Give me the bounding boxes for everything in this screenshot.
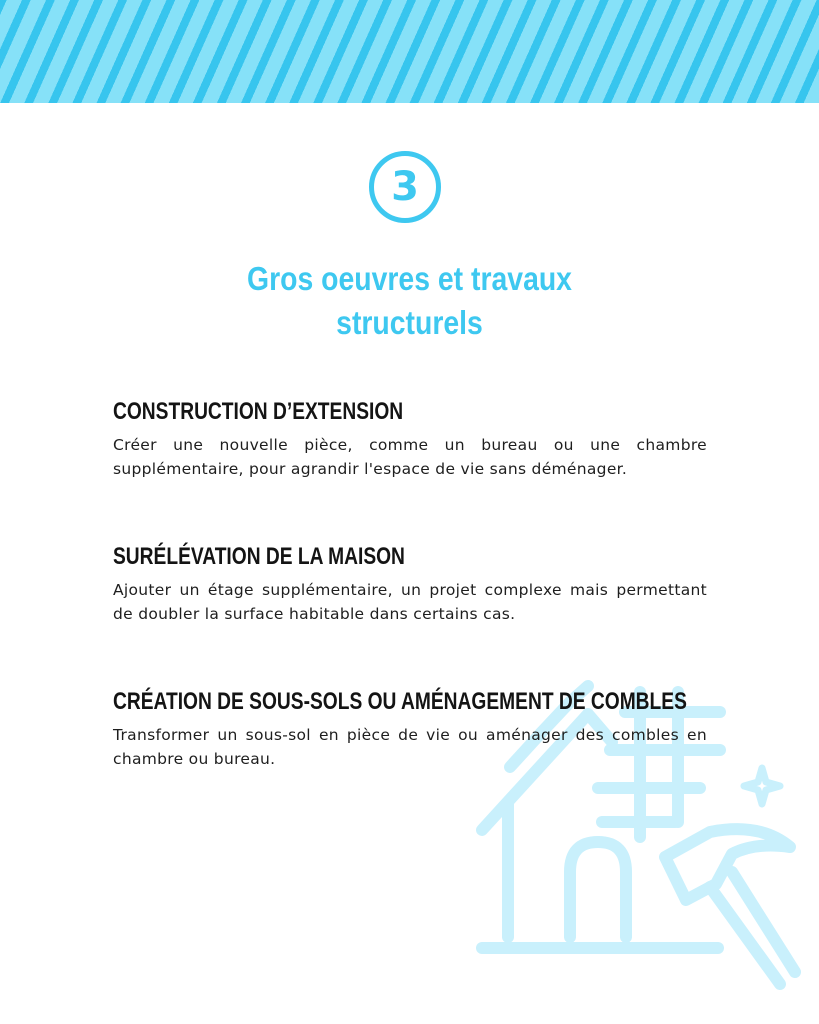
step-number: 3: [391, 164, 419, 210]
section-sous-sols-combles: [113, 687, 707, 771]
page-title-line-1: Gros oeuvres et travaux: [247, 260, 572, 297]
section-body: Transformer un sous-sol en pièce de vie ou aménager des combles en chambre ou bureau.: [113, 726, 707, 768]
section-heading: CONSTRUCTION D’EXTENSION: [113, 398, 404, 425]
step-number-badge: [369, 151, 441, 223]
page-title: [178, 257, 642, 345]
section-heading: CRÉATION DE SOUS-SOLS OU AMÉNAGEMENT DE COMBLES: [113, 688, 687, 715]
section-body: Ajouter un étage supplémentaire, un projet complexe mais permettant de doubler la surface habitable dans certains cas.: [113, 581, 707, 623]
sparkle-icon: [744, 768, 780, 804]
striped-header-band: [0, 0, 819, 103]
section-extension: [113, 397, 707, 481]
section-heading: SURÉLÉVATION DE LA MAISON: [113, 543, 405, 570]
page-title-line-2: structurels: [336, 304, 483, 341]
door: [570, 842, 626, 937]
section-body: Créer une nouvelle pièce, comme un bureau ou une chambre supplémentaire, pour agrandir l'espace de vie sans déménager.: [113, 436, 707, 478]
section-surelevation: [113, 542, 707, 626]
hammer-icon: [665, 829, 795, 984]
